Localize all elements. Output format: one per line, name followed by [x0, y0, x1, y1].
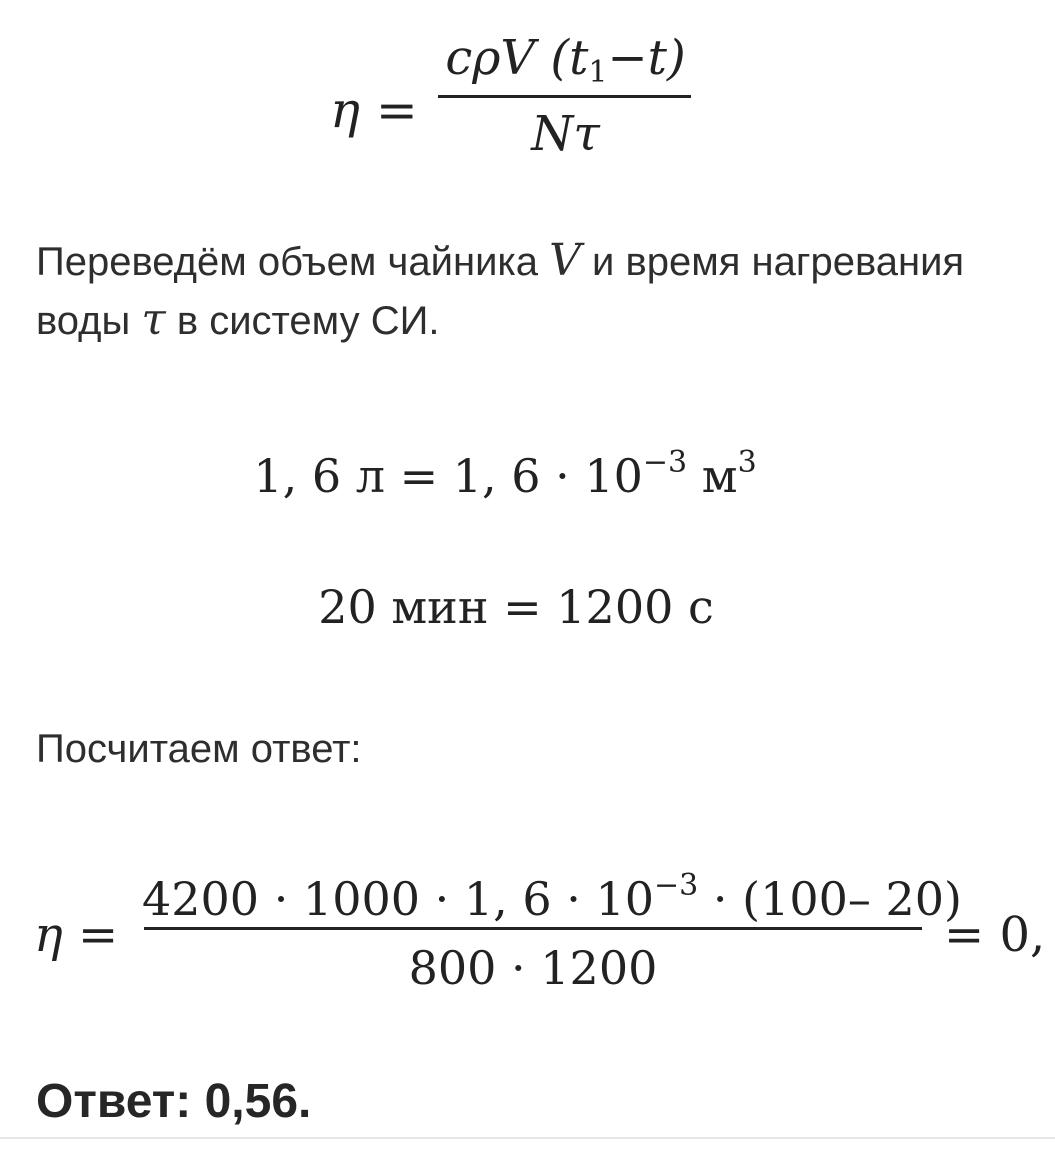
- calc-fraction-bar: [144, 927, 922, 930]
- calc-denominator: 800 · 1200: [408, 941, 658, 995]
- formula-lhs: η =: [330, 81, 418, 139]
- calculation-formula: [34, 855, 1055, 1005]
- efficiency-formula: [330, 28, 710, 168]
- calculate-paragraph: Посчитаем ответ:: [36, 727, 362, 771]
- conversion-paragraph: Переведём объем чайника V и время нагревания воды τ в систему СИ.: [36, 235, 965, 345]
- answer: Ответ: 0,56.: [36, 1075, 312, 1128]
- calc-lhs: η =: [34, 907, 119, 963]
- bottom-divider: [0, 1137, 1055, 1139]
- calc-numerator: 4200 · 1000 · 1, $6 \cdot 10^{-3} \cdot (100-$ 20): [142, 868, 962, 926]
- variable-tau: τ: [141, 294, 166, 345]
- calc-rhs: = 0,: [944, 907, 1046, 963]
- fraction-bar: [438, 95, 691, 98]
- volume-conversion-equation: 1, 6 л = 1, $6 \cdot 10^{-3}$ $м^3$: [253, 445, 757, 503]
- time-conversion-equation: 20 мин = 1200 с: [318, 580, 714, 634]
- formula-denominator: Nτ: [531, 106, 600, 162]
- variable-v: V: [549, 235, 581, 286]
- formula-numerator: cρV $(t_1-t)$: [445, 30, 686, 90]
